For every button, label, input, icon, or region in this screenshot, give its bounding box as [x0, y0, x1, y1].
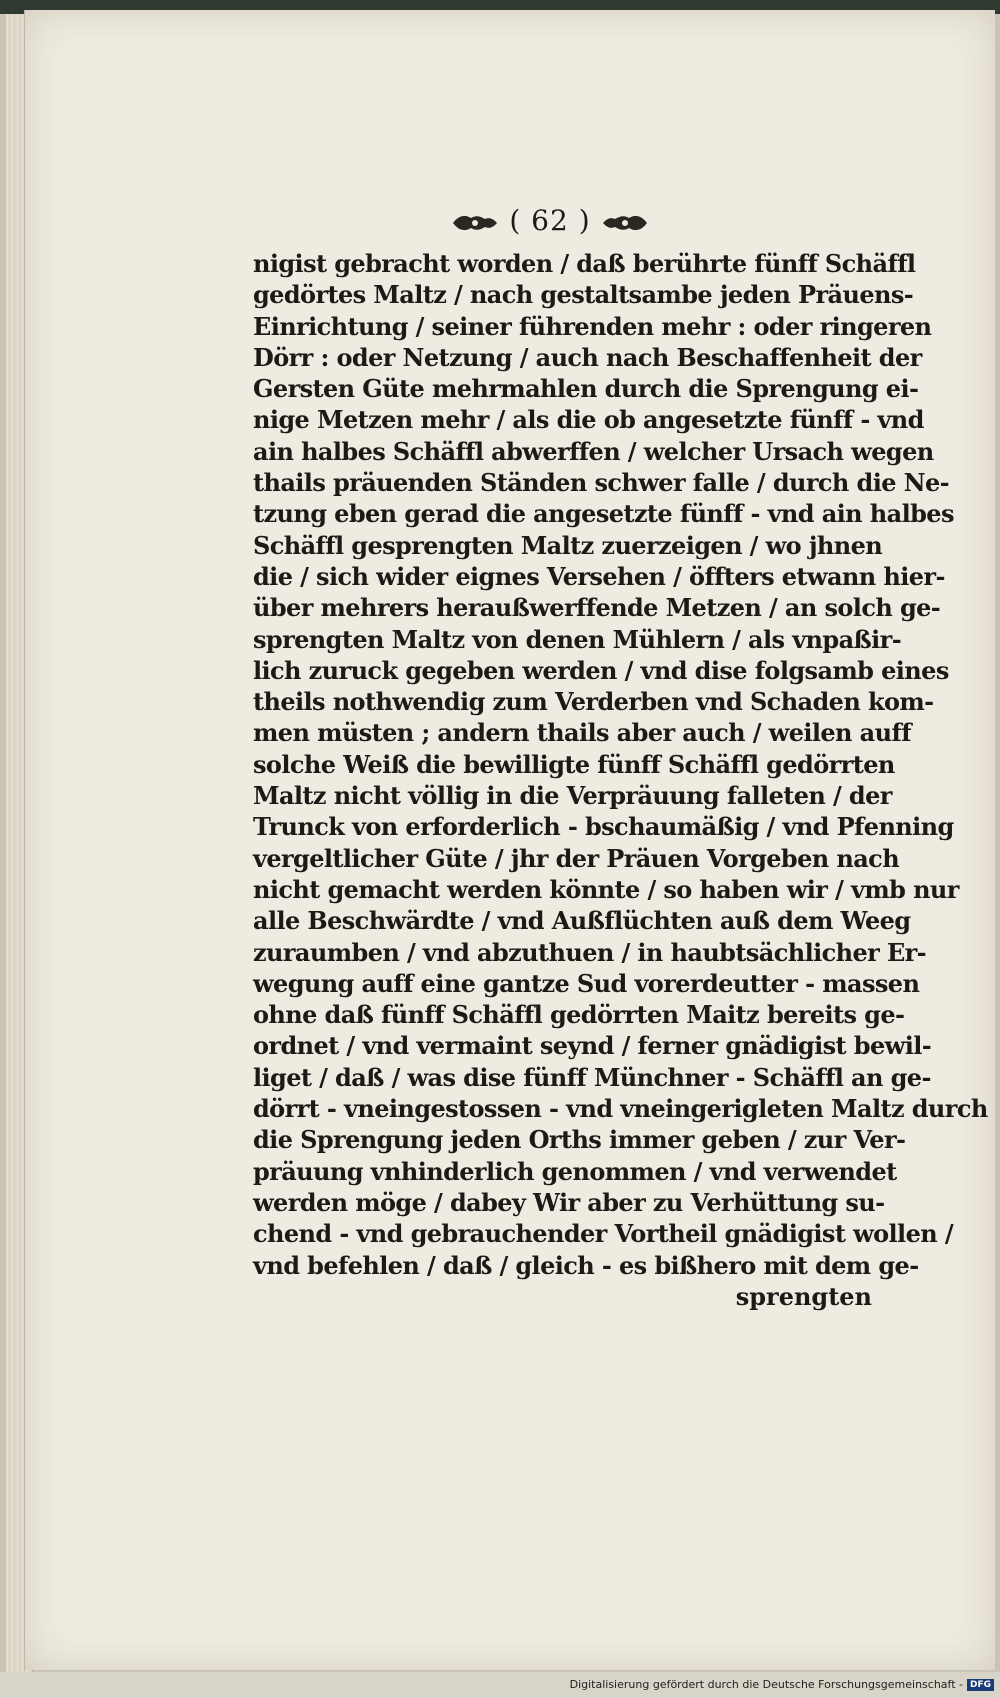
- text-line: ain halbes Schäffl abwerffen / welcher Ursach wegen: [253, 436, 934, 466]
- text-line: werden möge / dabey Wir aber zu Verhüttung su-: [253, 1187, 885, 1217]
- dfg-logo: DFG: [967, 1679, 994, 1691]
- text-line: wegung auff eine gantze Sud vorerdeutter - massen: [253, 968, 920, 998]
- text-line: tzung eben gerad die angesetzte fünff - vnd ain halbes: [253, 499, 954, 529]
- right-ornament-icon: [601, 210, 649, 236]
- text-line: vnd befehlen / daß / gleich - es bißhero mit dem ge-: [253, 1250, 919, 1280]
- text-line: men müsten ; andern thails aber auch / weilen auff: [253, 718, 911, 748]
- body-text: [253, 248, 988, 1281]
- text-line: sprengten Maltz von denen Mühlern / als vnpaßir-: [253, 624, 902, 654]
- text-line: nicht gemacht werden könnte / so haben wir / vmb nur: [253, 874, 959, 904]
- text-line: vergeltlicher Güte / jhr der Präuen Vorgeben nach: [253, 843, 900, 873]
- page-header: [440, 204, 660, 244]
- text-line: liget / daß / was dise fünff Münchner - Schäffl an ge-: [253, 1062, 931, 1092]
- text-line: nige Metzen mehr / als die ob angesetzte fünff - vnd: [253, 405, 924, 435]
- left-ornament-icon: [451, 210, 499, 236]
- page-number: ( 62 ): [509, 204, 591, 237]
- text-line: Trunck von erforderlich - bschaumäßig / vnd Pfenning: [253, 812, 954, 842]
- text-line: ordnet / vnd vermaint seynd / ferner gnädigist bewil-: [253, 1031, 932, 1061]
- catchword: sprengten: [735, 1282, 872, 1311]
- text-line: Maltz nicht völlig in die Verpräuung falleten / der: [253, 781, 892, 811]
- text-line: die Sprengung jeden Orths immer geben / zur Ver-: [253, 1125, 906, 1155]
- digitization-credit: [570, 1678, 994, 1691]
- text-line: zuraumben / vnd abzuthuen / in haubtsächlicher Er-: [253, 937, 927, 967]
- text-line: Gersten Güte mehrmahlen durch die Sprengung ei-: [253, 374, 919, 404]
- text-line: präuung vnhinderlich genommen / vnd verwendet: [253, 1156, 897, 1186]
- text-line: solche Weiß die bewilligte fünff Schäffl gedörrten: [253, 749, 895, 779]
- text-line: nigist gebracht worden / daß berührte fünff Schäffl: [253, 249, 916, 278]
- text-line: lich zuruck gegeben werden / vnd dise folgsamb eines: [253, 655, 949, 685]
- text-line: Schäffl gesprengten Maltz zuerzeigen / wo jhnen: [253, 530, 883, 560]
- text-line: über mehrers heraußwerffende Metzen / an solch ge-: [253, 593, 941, 623]
- text-line: chend - vnd gebrauchender Vortheil gnädigist wollen /: [253, 1219, 954, 1249]
- text-line: die / sich wider eignes Versehen / öffters etwann hier-: [253, 561, 945, 591]
- text-line: theils nothwendig zum Verderben vnd Schaden kom-: [253, 687, 934, 717]
- text-line: Einrichtung / seiner führenden mehr : oder ringeren: [253, 311, 932, 341]
- text-line: thails präuenden Ständen schwer falle / durch die Ne-: [253, 468, 950, 498]
- text-line: Dörr : oder Netzung / auch nach Beschaffenheit der: [253, 342, 922, 372]
- credit-text: Digitalisierung gefördert durch die Deutsche Forschungsgemeinschaft -: [569, 1678, 963, 1691]
- text-line: gedörtes Maltz / nach gestaltsambe jeden Präuens-: [253, 280, 914, 310]
- text-line: dörrt - vneingestossen - vnd vneingerigleten Maltz durch: [253, 1094, 988, 1124]
- text-line: alle Beschwärdte / vnd Außflüchten auß dem Weeg: [253, 906, 911, 936]
- text-line: ohne daß fünff Schäffl gedörrten Maitz bereits ge-: [253, 1000, 905, 1030]
